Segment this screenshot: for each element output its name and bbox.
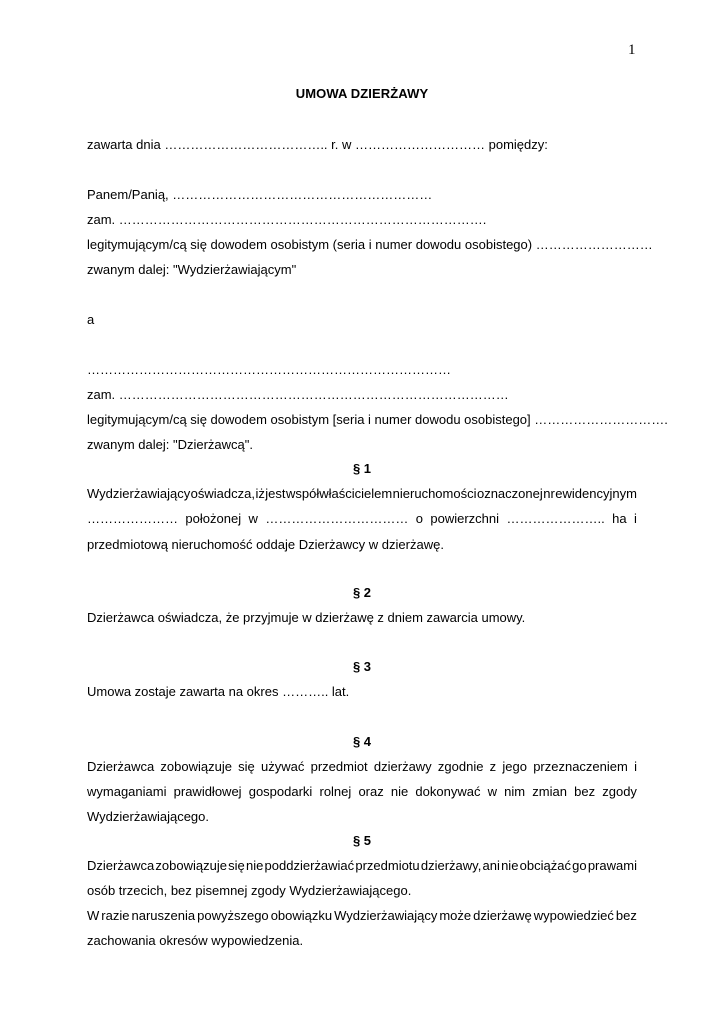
word: dzierżawy <box>373 759 432 774</box>
word: w <box>487 784 497 799</box>
word: ………………… <box>87 511 178 526</box>
party1-alias: zwanym dalej: "Wydzierżawiającym" <box>87 262 297 277</box>
word: ewidencyjnym <box>555 486 637 501</box>
word: i <box>634 511 637 526</box>
word: nr <box>543 486 555 501</box>
word: Dzierżawca <box>87 858 155 873</box>
word: gospodarki <box>248 784 313 799</box>
word: Wydzierżawiający <box>334 908 438 923</box>
word: bez <box>615 908 637 923</box>
word: bez <box>574 784 596 799</box>
party1-name: Panem/Panią, …………………………………………………… <box>87 187 433 202</box>
word: zgody <box>602 784 637 799</box>
word: …………………………… <box>265 511 409 526</box>
section-5-line-4: zachowania okresów wypowiedzenia. <box>87 933 304 948</box>
party2-alias: zwanym dalej: "Dzierżawcą". <box>87 437 254 452</box>
word: rolnej <box>319 784 352 799</box>
word: przeznaczeniem <box>533 759 628 774</box>
section-1-line-1 <box>87 486 637 502</box>
word: W <box>87 908 100 923</box>
word: w <box>248 511 258 526</box>
word: ani <box>482 858 500 873</box>
word: prawidłowej <box>173 784 242 799</box>
section-4-line-3: Wydzierżawiającego. <box>87 809 209 824</box>
word: nie <box>245 858 264 873</box>
word: nim <box>504 784 526 799</box>
word: Wydzierżawiający <box>87 486 191 501</box>
section-2-heading: § 2 <box>352 585 372 600</box>
page-number: 1 <box>628 42 636 58</box>
word: razie <box>101 908 130 923</box>
section-1-line-2 <box>87 511 637 527</box>
word: dzierżawę <box>473 908 532 923</box>
section-4-line-1 <box>87 759 637 775</box>
section-2-line-1: Dzierżawca oświadcza, że przyjmuje w dzierżawę z dniem zawarcia umowy. <box>87 610 526 625</box>
word: może <box>439 908 472 923</box>
section-1-line-3: przedmiotową nieruchomość oddaje Dzierżawcy w dzierżawę. <box>87 537 444 552</box>
word: obciążać <box>519 858 571 873</box>
word: Dzierżawca <box>87 759 155 774</box>
word: z <box>489 759 497 774</box>
word: zgodnie <box>437 759 484 774</box>
word: wymaganiami <box>87 784 167 799</box>
section-4-line-2 <box>87 784 637 800</box>
section-3-heading: § 3 <box>352 659 372 674</box>
party2-name: ………………………………………………………………………… <box>87 362 451 377</box>
section-5-line-2: osób trzecich, bez pisemnej zgody Wydzierżawiającego. <box>87 883 412 898</box>
word: o <box>415 511 423 526</box>
section-4-heading: § 4 <box>352 734 372 749</box>
word: prawami <box>587 858 637 873</box>
party1-address: zam. …………………………………………………………………………. <box>87 212 487 227</box>
word: nie <box>390 784 409 799</box>
conjunction: a <box>87 312 95 327</box>
word: powyższego <box>197 908 269 923</box>
word: poddzierżawiać <box>264 858 355 873</box>
word: wypowiedzieć <box>533 908 614 923</box>
section-5-line-1 <box>87 858 637 874</box>
word: położonej <box>185 511 242 526</box>
word: przedmiot <box>310 759 368 774</box>
word: ha <box>612 511 627 526</box>
word: się <box>228 858 245 873</box>
word: nie <box>501 858 519 873</box>
word: powierzchni <box>430 511 500 526</box>
word: dzierżawy, <box>420 858 482 873</box>
section-3-line-1: Umowa zostaje zawarta na okres ……….. lat. <box>87 684 350 699</box>
party2-id: legitymującym/cą się dowodem osobistym [seria i numer dowodu osobistego] …………………………. <box>87 412 668 427</box>
word: oświadcza, <box>190 486 255 501</box>
section-5-line-3 <box>87 908 637 924</box>
document-title: UMOWA DZIERŻAWY <box>295 86 429 101</box>
intro-line: zawarta dnia ……………………………….. r. w ………………………… pomiędzy: <box>87 137 548 152</box>
section-5-heading: § 5 <box>352 833 372 848</box>
section-1-heading: § 1 <box>352 461 372 476</box>
word: przedmiotu <box>355 858 420 873</box>
word: jest <box>265 486 286 501</box>
word: zmian <box>532 784 567 799</box>
word: współwłaścicielem <box>286 486 393 501</box>
word: go <box>572 858 587 873</box>
party2-address: zam. ……………………………………………………………………………… <box>87 387 509 402</box>
party1-id: legitymującym/cą się dowodem osobistym (seria i numer dowodu osobistego) ……………………… <box>87 237 653 252</box>
word: zobowiązuje <box>155 858 227 873</box>
word: naruszenia <box>131 908 196 923</box>
word: oraz <box>358 784 384 799</box>
word: iż <box>255 486 265 501</box>
word: zobowiązuje <box>160 759 232 774</box>
word: ………………….. <box>506 511 605 526</box>
word: i <box>634 759 637 774</box>
word: nieruchomości <box>392 486 477 501</box>
word: oznaczonej <box>476 486 543 501</box>
word: używać <box>261 759 305 774</box>
word: się <box>238 759 255 774</box>
word: jego <box>502 759 527 774</box>
word: dokonywać <box>415 784 481 799</box>
word: obowiązku <box>270 908 333 923</box>
